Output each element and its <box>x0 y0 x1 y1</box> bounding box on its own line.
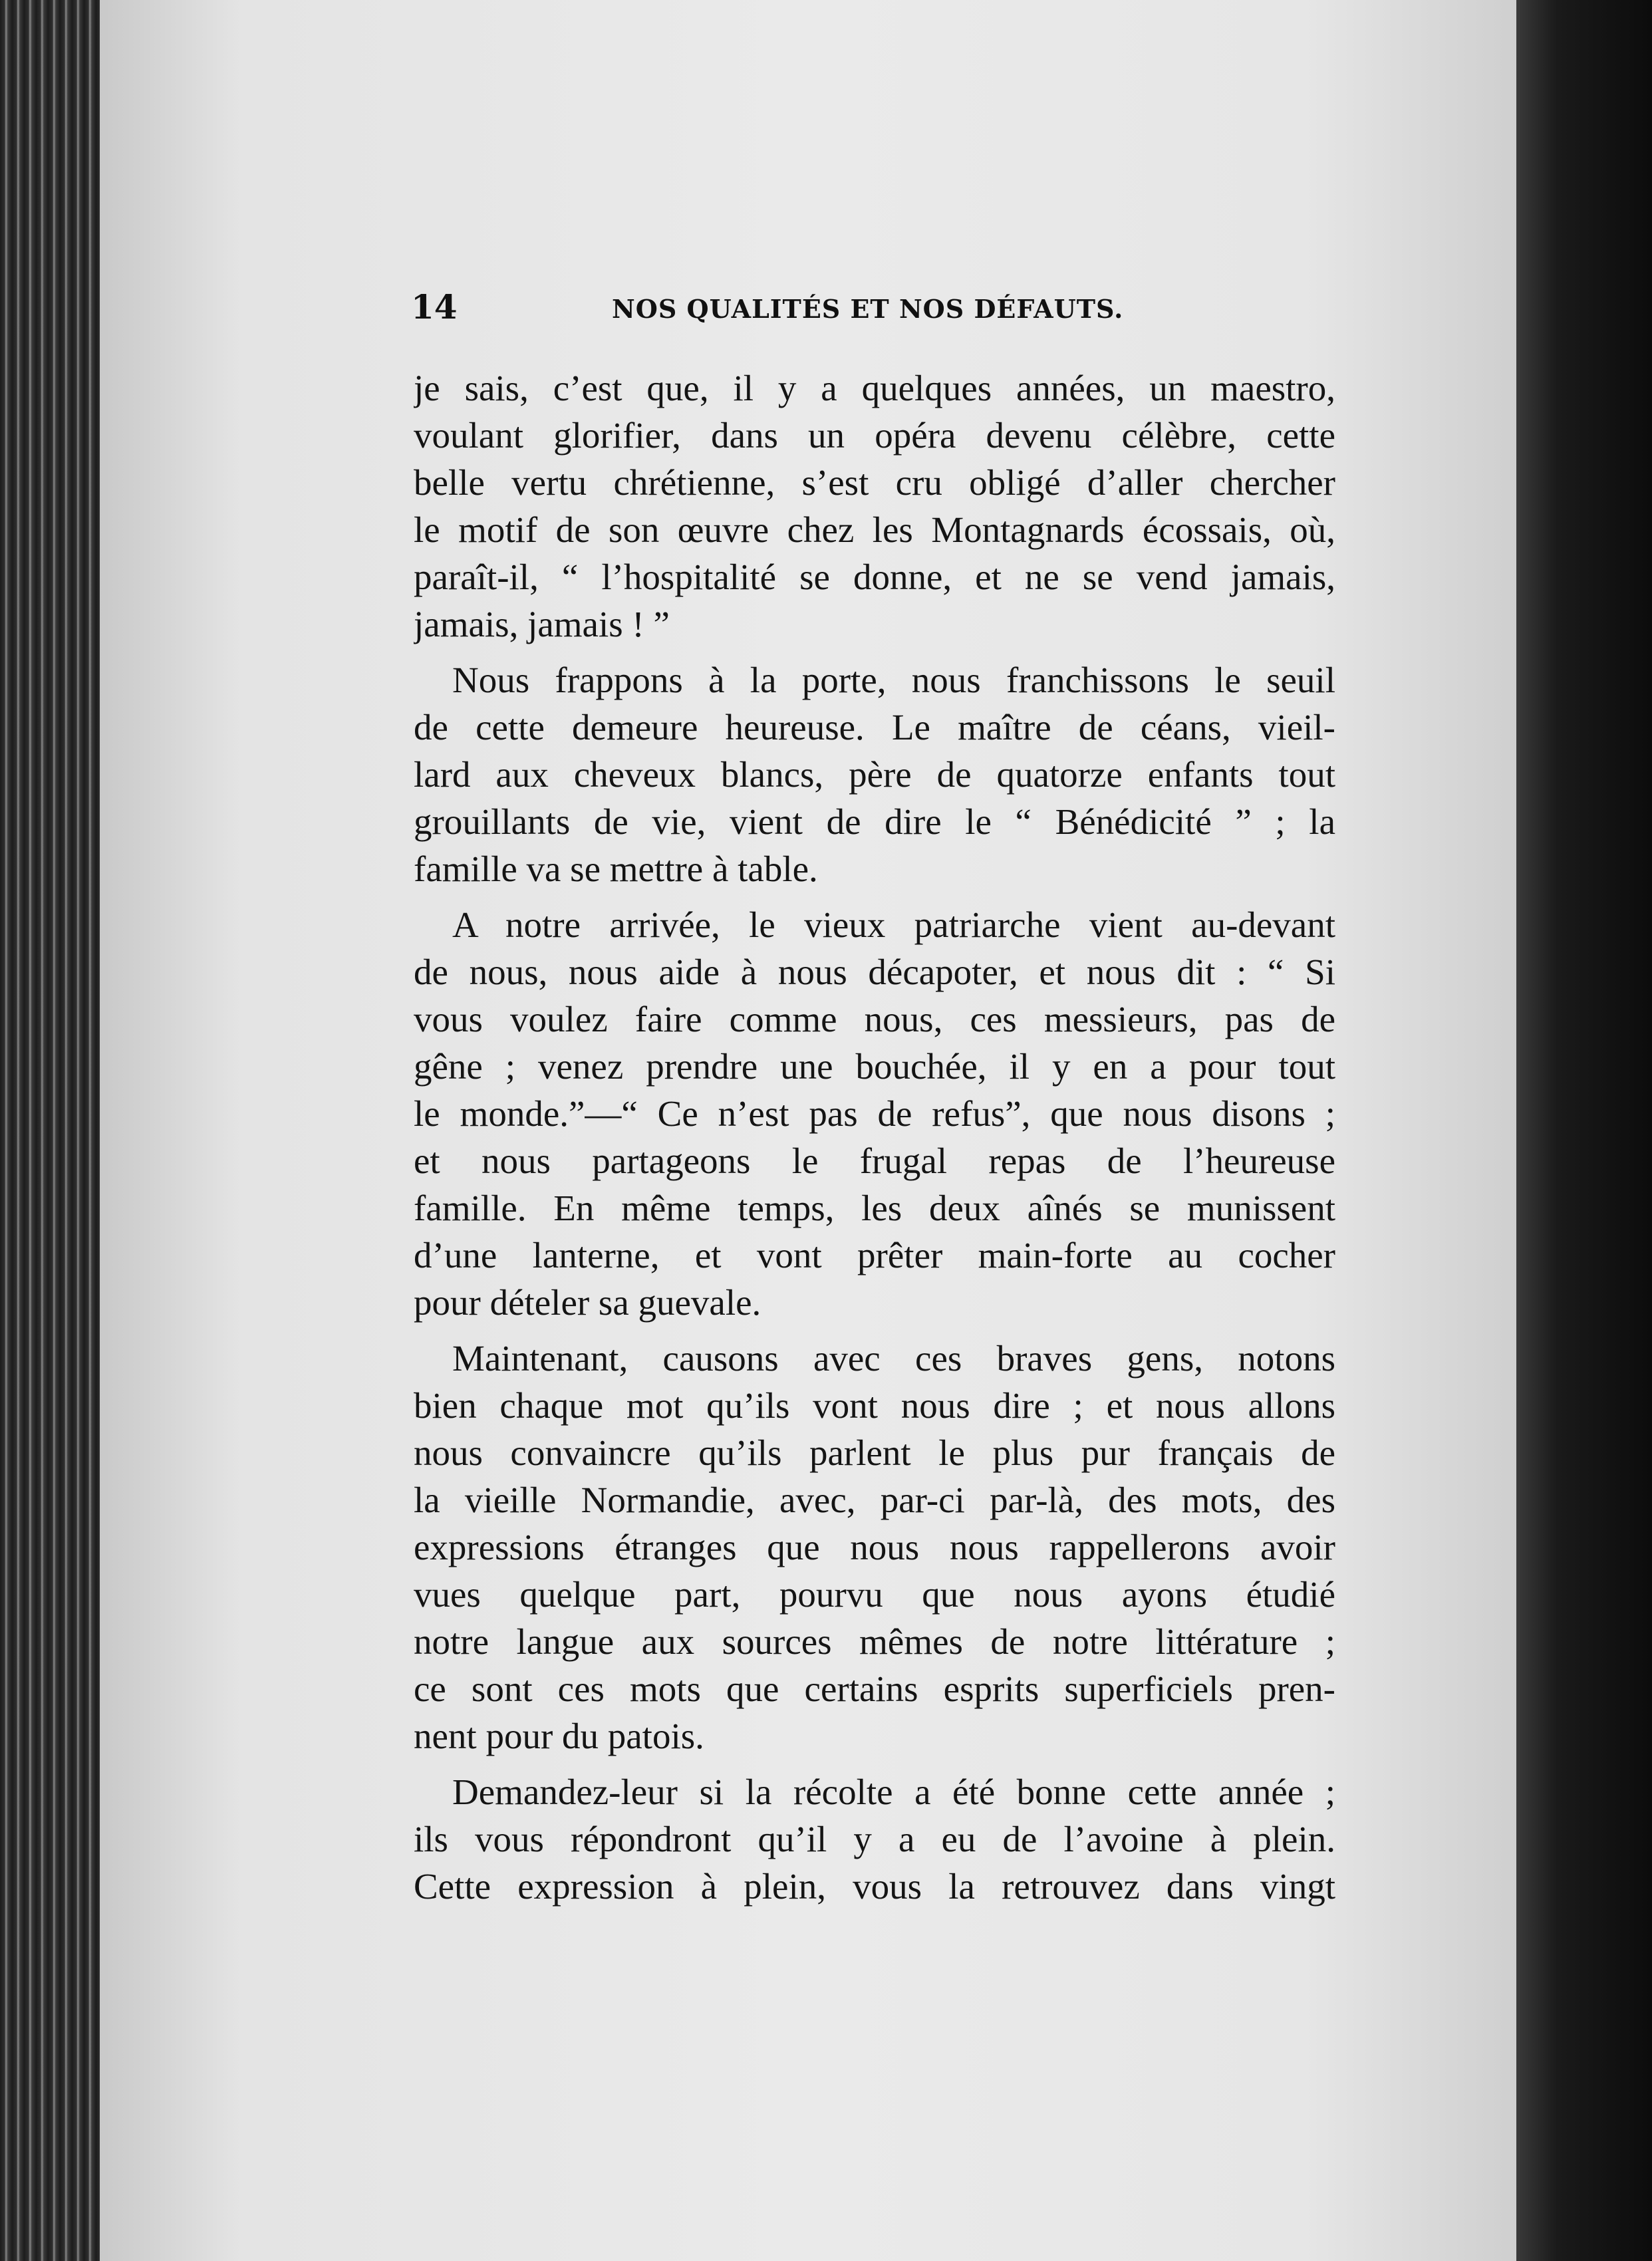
text-line: pour dételer sa guevale. <box>414 1282 761 1323</box>
text-line: et nous partageons le frugal repas de l’heureuse <box>414 1140 1335 1181</box>
text-line: le monde.”—“ Ce n’est pas de refus”, que nous disons ; <box>414 1093 1335 1134</box>
text-line: Maintenant, causons avec ces braves gens, notons <box>452 1338 1335 1379</box>
text-line: la vieille Normandie, avec, par-ci par-là, des mots, des <box>414 1480 1335 1520</box>
paragraph <box>414 901 1335 1326</box>
text-line: famille va se mettre à table. <box>414 849 818 889</box>
page-header <box>411 287 1335 327</box>
paragraph <box>414 656 1335 892</box>
text-line: grouillants de vie, vient de dire le “ Bénédicité ” ; la <box>414 801 1335 842</box>
text-line: voulant glorifier, dans un opéra devenu célèbre, cette <box>414 415 1335 456</box>
page-number: 14 <box>411 287 458 327</box>
text-line: je sais, c’est que, il y a quelques années, un maestro, <box>414 368 1335 408</box>
text-line: d’une lanterne, et vont prêter main-forte au cocher <box>414 1235 1335 1275</box>
text-line: Nous frappons à la porte, nous franchissons le seuil <box>452 660 1335 700</box>
text-line: paraît-il, “ l’hospitalité se donne, et ne se vend jamais, <box>414 557 1335 597</box>
text-line: belle vertu chrétienne, s’est cru obligé d’aller chercher <box>414 462 1335 503</box>
text-line: famille. En même temps, les deux aînés se munissent <box>414 1188 1335 1228</box>
book-gutter-shadow <box>1516 0 1652 2261</box>
paragraph <box>414 1768 1335 1910</box>
text-line: notre langue aux sources mêmes de notre littérature ; <box>414 1621 1335 1662</box>
text-line: jamais, jamais ! ” <box>414 604 670 644</box>
text-line: nous convaincre qu’ils parlent le plus pur français de <box>414 1432 1335 1473</box>
text-line: lard aux cheveux blancs, père de quatorze enfants tout <box>414 754 1335 795</box>
text-line: vous voulez faire comme nous, ces messieurs, pas de <box>414 999 1335 1039</box>
text-line: A notre arrivée, le vieux patriarche vient au-devant <box>452 904 1335 945</box>
text-line: Cette expression à plein, vous la retrouvez dans vingt <box>414 1866 1335 1907</box>
text-line: de cette demeure heureuse. Le maître de céans, vieil- <box>414 707 1335 747</box>
text-line: Demandez-leur si la récolte a été bonne cette année ; <box>452 1772 1335 1812</box>
running-title: NOS QUALITÉS ET NOS DÉFAUTS. <box>612 294 1124 324</box>
text-line: ce sont ces mots que certains esprits superficiels pren- <box>414 1668 1335 1709</box>
text-line: vues quelque part, pourvu que nous ayons étudié <box>414 1574 1335 1615</box>
text-line: nent pour du patois. <box>414 1716 704 1756</box>
paragraph <box>414 1335 1335 1760</box>
text-line: bien chaque mot qu’ils vont nous dire ; et nous allons <box>414 1385 1335 1426</box>
text-line: expressions étranges que nous nous rappellerons avoir <box>414 1527 1335 1567</box>
body-text <box>414 364 1335 1910</box>
text-line: ils vous répondront qu’il y a eu de l’avoine à plein. <box>414 1819 1335 1859</box>
text-line: le motif de son œuvre chez les Montagnards écossais, où, <box>414 509 1335 550</box>
text-line: de nous, nous aide à nous décapoter, et nous dit : “ Si <box>414 952 1335 992</box>
text-line: gêne ; venez prendre une bouchée, il y en a pour tout <box>414 1046 1335 1087</box>
paragraph <box>414 364 1335 648</box>
